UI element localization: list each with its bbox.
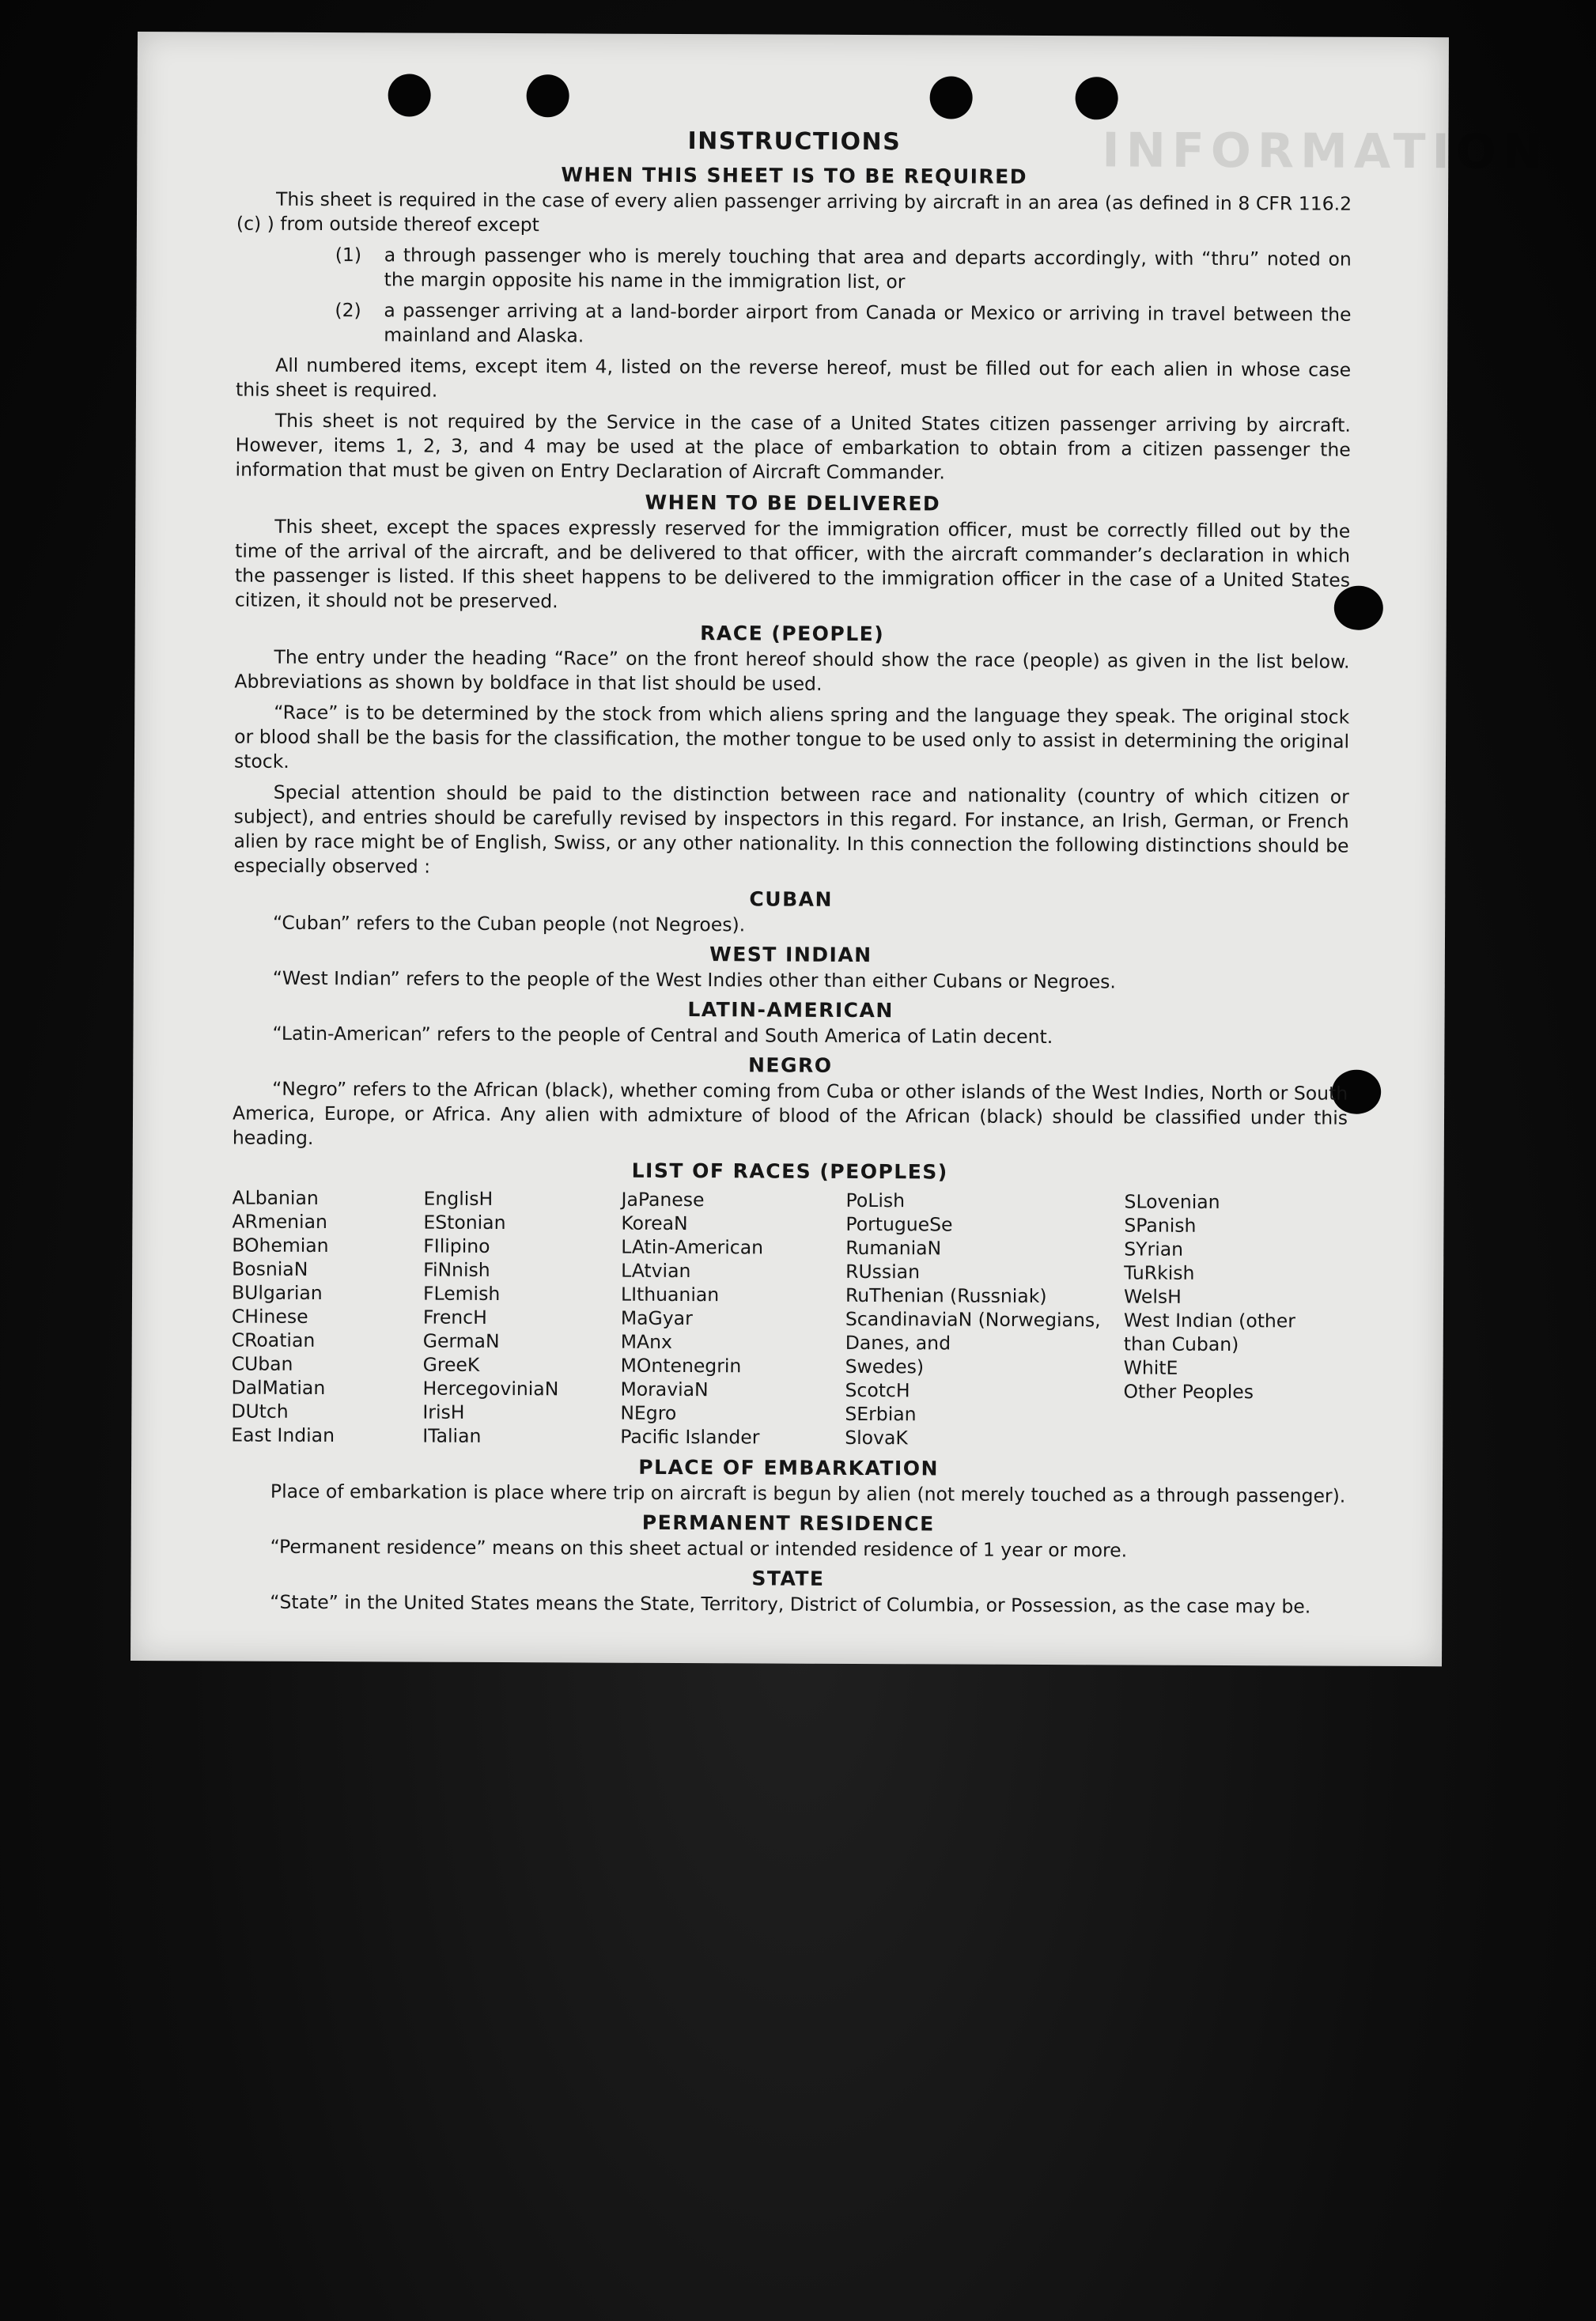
race-entry: CUban [231,1352,293,1375]
race-entry: PortugueSe [845,1212,953,1236]
instructions-content [230,127,1352,1624]
heading-state: STATE [751,1567,825,1590]
race-entry: MOntenegrin [620,1354,742,1378]
race-entry: WelsH [1123,1285,1182,1308]
race-entry: LIthuanian [620,1283,720,1306]
race-entry: NEgro [620,1401,677,1424]
race-entry: CRoatian [231,1329,316,1351]
race-entry: Other Peoples [1123,1380,1254,1404]
race-entry: PoLish [845,1189,906,1212]
race-entry: SPanish [1124,1214,1197,1237]
race-entry: FIlipino [423,1234,490,1257]
race-paragraph: The entry under the heading “Race” on the front hereof should show the race (people) as given in the list below. Abbreviations as shown by boldface in that list should be used. [234,645,1350,695]
race-entry: JaPanese [621,1188,705,1212]
heading-race: RACE (PEOPLE) [700,622,885,646]
race-entry: MaGyar [620,1306,693,1330]
race-entry: East Indian [231,1423,335,1447]
races-column [422,1187,621,1449]
races-column [620,1188,845,1450]
required-intro: This sheet is required in the case of every alien passenger arriving by aircraft in an area (as defined in 8 CFR 116.2 (c) ) from outside thereof except [236,187,1352,236]
race-entry: RuThenian (Russniak) [845,1283,1047,1308]
heading-when-required: WHEN THIS SHEET IS TO BE REQUIRED [561,163,1028,188]
race-entry: ITalian [422,1424,482,1447]
page-title: INSTRUCTIONS [687,127,902,157]
item-text: a passenger arriving at a land-border airport from Canada or Mexico or arriving in travel between the mainland and Alaska. [384,299,1352,347]
document-page [130,32,1549,1666]
required-paragraph: This sheet is not required by the Service in the case of a United States citizen passenger arriving by aircraft. However, items 1, 2, 3, and 4 may be used at the place of embarkation to obtain from a citizen passenger the information that must be given on Entry Declaration of Aircraft Commander. [235,409,1351,484]
race-entry: GermaN [422,1329,500,1353]
races-column [231,1186,423,1448]
race-entry: FiNnish [423,1258,490,1281]
residence-text: “Permanent residence” means on this sheet actual or intended residence of 1 year or more. [270,1535,1128,1562]
race-entry: RUssian [845,1260,921,1283]
race-entry: SLovenian [1124,1190,1220,1213]
heading-list-of-races: LIST OF RACES (PEOPLES) [631,1159,948,1184]
delivered-paragraph: This sheet, except the spaces expressly reserved for the immigration officer, must be correctly filled out by the time of the arrival of the aircraft, and be delivered to that officer, with the aircraft commander’s declaration in which the passenger is listed. If this sheet happens to be delivered to the immigration officer in the case of a United States citizen, it should not be preserved. [234,515,1351,613]
race-entry: ARmenian [232,1210,327,1234]
race-entry: ScotcH [845,1378,910,1402]
race-entry: KoreaN [621,1212,688,1235]
race-entry: EnglisH [423,1187,494,1210]
west-indian-text: “West Indian” refers to the people of the West Indies other than either Cubans or Negroes. [272,966,1116,993]
heading-place-of-embarkation: PLACE OF EMBARKATION [638,1455,939,1480]
race-entry: RumaniaN [845,1236,942,1260]
race-entry: IrisH [422,1401,465,1423]
race-entry: FLemish [422,1282,501,1306]
negro-text: “Negro” refers to the African (black), whether coming from Cuba or other islands of the West Indies, North or South America, Europe, or Africa. Any alien with admixture of blood of the African (black) should be classified under this heading. [232,1077,1348,1149]
races-column [1123,1189,1347,1451]
race-entry: SYrian [1124,1238,1184,1261]
show-through-text: INFORMATION [1102,123,1549,180]
embarkation-text: Place of embarkation is place where trip on aircraft is begun by alien (not merely touched as a through passenger). [270,1480,1346,1507]
races-column [845,1189,1124,1451]
race-entry: LAtvian [621,1259,691,1283]
punch-hole [527,74,569,117]
item-text: a through passenger who is merely touching that area and departs accordingly, with “thru” noted on the margin opposite his name in the immigration list, or [384,244,1352,293]
race-entry: GreeK [422,1353,480,1376]
item-number: (2) [335,299,361,322]
race-entry: FrencH [422,1306,487,1329]
race-entry: Pacific Islander [620,1425,760,1449]
race-entry: ALbanian [232,1186,319,1210]
exception-item [236,298,1351,352]
race-paragraph: Special attention should be paid to the distinction between race and nationality (country of which citizen or subject), and entries should be carefully revised by inspectors in this regard. For instance, an Irish, German, or French alien by race might be of English, Swiss, or any other nationality. In this connection the following distinctions should be especially observed : [233,781,1349,878]
exception-item [236,243,1352,297]
race-entry: EStonian [423,1211,506,1234]
punch-hole [930,76,973,119]
race-entry: MAnx [620,1330,672,1353]
race-entry: BosniaN [232,1257,308,1280]
race-entry: SlovaK [845,1426,908,1450]
race-entry: MoraviaN [620,1378,709,1401]
race-entry: ScandinaviaN (Norwegians, Danes, and Swedes) [845,1307,1101,1378]
heading-west-indian: WEST INDIAN [709,943,872,967]
heading-when-delivered: WHEN TO BE DELIVERED [645,490,941,516]
race-entry: CHinese [231,1305,308,1328]
race-entry: TuRkish [1124,1261,1195,1284]
race-paragraph: “Race” is to be determined by the stock from which aliens spring and the language they speak. The original stock or blood shall be the basis for the classification, the mother tongue to be used only to assist in determining the original stock. [233,701,1350,773]
punch-hole [388,74,431,116]
item-number: (1) [335,244,362,266]
state-text: “State” in the United States means the State, Territory, District of Columbia, or Possession, as the case may be. [270,1590,1311,1618]
required-paragraph: All numbered items, except item 4, listed on the reverse hereof, must be filled out for each alien in whose case this sheet is required. [235,353,1352,402]
race-entry: BOhemian [232,1234,329,1257]
race-entry: West Indian (other than Cuban) [1123,1309,1296,1356]
race-entry: LAtin-American [621,1235,764,1259]
heading-latin-american: LATIN-AMERICAN [687,998,894,1023]
race-entry: WhitE [1123,1356,1178,1379]
races-list [231,1186,1347,1452]
cuban-text: “Cuban” refers to the Cuban people (not Negroes). [273,911,746,936]
race-entry: DUtch [231,1400,289,1423]
race-entry: BUlgarian [231,1281,323,1305]
race-entry: HercegoviniaN [422,1377,559,1401]
heading-cuban: CUBAN [749,887,834,911]
race-entry: DalMatian [231,1376,326,1400]
heading-negro: NEGRO [747,1053,833,1077]
latin-american-text: “Latin-American” refers to the people of Central and South America of Latin decent. [272,1022,1053,1049]
heading-permanent-residence: PERMANENT RESIDENCE [641,1510,935,1536]
race-entry: SErbian [845,1402,917,1426]
punch-hole [1076,77,1118,119]
